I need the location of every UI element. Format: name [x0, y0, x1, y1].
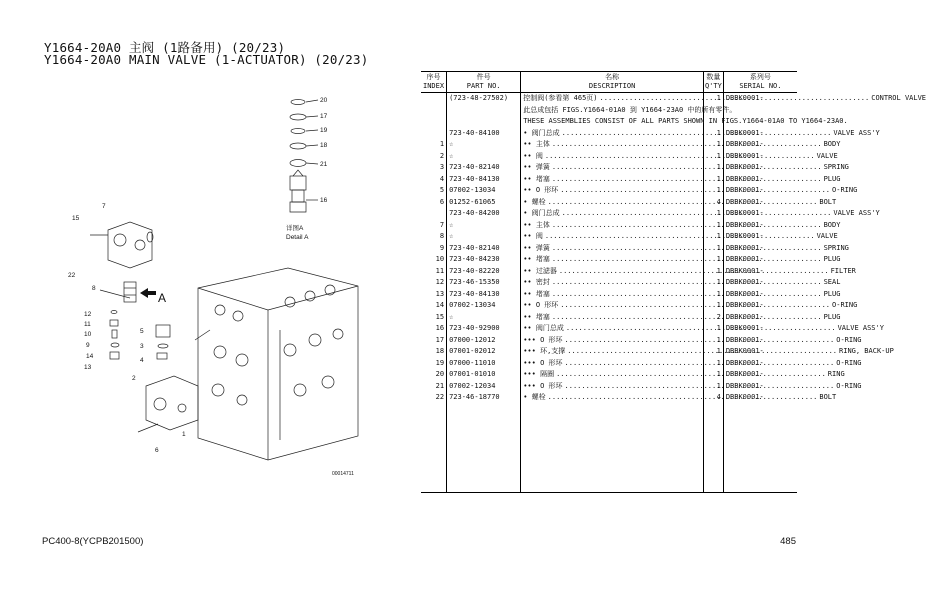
col-header-index: 序号 INDEX	[421, 72, 447, 93]
leader-dots	[565, 358, 835, 370]
table-row	[421, 151, 797, 163]
desc-cn: •• 过滤器	[523, 266, 557, 275]
table-row	[421, 392, 797, 404]
cell-index: 21	[421, 381, 447, 393]
arrow-label: A	[158, 291, 167, 305]
cell-serial: DBBK0001-	[725, 220, 764, 229]
cell-qty: 1	[703, 151, 723, 163]
desc-cn: • 螺栓	[523, 197, 546, 206]
desc-en: PLUG	[823, 312, 841, 321]
exploded-parts-diagram	[60, 90, 390, 480]
leader-dots	[548, 392, 818, 404]
callout-label: 4	[140, 357, 144, 364]
cell-index: 12	[421, 277, 447, 289]
cell-index: 4	[421, 174, 447, 186]
cell-part-no: 07001-01010	[447, 369, 521, 381]
cell-qty: 1	[703, 266, 723, 278]
cell-part-no: 723-40-82220	[447, 266, 521, 278]
cell-index: 18	[421, 346, 447, 358]
cell-part-no	[447, 116, 521, 128]
desc-en: BOLT	[819, 197, 837, 206]
cell-part-no: 07001-02012	[447, 346, 521, 358]
desc-cn: ••• O 形环	[523, 335, 563, 344]
cell-serial: DBBK0001-	[725, 186, 764, 194]
desc-en: O-RING	[832, 301, 858, 309]
table-row	[421, 323, 797, 335]
page-title-cn: Y1664-20A0 主阀 (1路备用) (20/23)	[44, 40, 286, 55]
cell-description: 此总成包括 FIGS.Y1664-01A0 到 Y1664-23A0 中的所有零件。	[521, 105, 704, 117]
cell-index: 10	[421, 254, 447, 266]
cell-index: 15	[421, 312, 447, 324]
callout-label: 15	[72, 215, 80, 222]
desc-cn: •• 堵塞	[523, 289, 550, 298]
callout-label: 17	[320, 113, 328, 120]
col-header-description: 名称 DESCRIPTION	[521, 72, 704, 93]
table-note-row	[421, 105, 797, 117]
table-row	[421, 128, 797, 140]
leader-dots	[552, 289, 822, 301]
cell-qty: 1	[703, 289, 723, 301]
cell-serial: DBBK0001-	[725, 347, 764, 355]
view-arrow-icon	[140, 288, 156, 298]
leader-dots	[560, 185, 830, 197]
cell-index: 7	[421, 220, 447, 232]
page-title-en: Y1664-20A0 MAIN VALVE (1-ACTUATOR) (20/23)	[44, 52, 369, 67]
cell-part-no: 07002-13034	[447, 185, 521, 197]
cell-qty: 1	[703, 300, 723, 312]
detail-a-rings	[290, 100, 318, 167]
desc-cn: • 阀门总成	[523, 209, 560, 217]
cell-qty: 2	[703, 312, 723, 324]
callout-label: 1	[182, 431, 186, 438]
cell-serial: DBBK0001-	[725, 174, 764, 183]
cell-part-no: 07000-11010	[447, 358, 521, 370]
callout-label: 3	[140, 343, 144, 350]
col-header-qty: 数量 Q'TY	[703, 72, 723, 93]
table-row	[421, 93, 797, 105]
cell-index	[421, 208, 447, 220]
desc-cn: •• 阀	[523, 232, 543, 240]
cell-part-no: 723-40-84200	[447, 208, 521, 220]
callout-label: 13	[84, 364, 92, 371]
cell-qty: 1	[703, 346, 723, 358]
table-row	[421, 254, 797, 266]
table-header-row	[421, 72, 797, 93]
cell-serial: DBBK0001-	[725, 289, 764, 298]
leader-dots	[548, 197, 818, 209]
cell-qty: 1	[703, 208, 723, 220]
desc-cn: •• 阀	[523, 151, 543, 160]
cell-qty: 4	[703, 392, 723, 404]
table-row	[421, 231, 797, 243]
leader-dots	[559, 266, 829, 278]
table-row	[421, 346, 797, 358]
cell-qty: 1	[703, 220, 723, 232]
cell-index: 22	[421, 392, 447, 404]
cell-qty: 1	[703, 128, 723, 140]
cell-part-no: ☆	[447, 231, 521, 243]
callout-label: 11	[84, 321, 91, 328]
table-row	[421, 208, 797, 220]
cell-qty: 1	[703, 231, 723, 243]
cell-part-no: 723-40-82140	[447, 243, 521, 255]
desc-cn: ••• 隔圈	[523, 370, 555, 378]
table-row	[421, 174, 797, 186]
desc-en: SPRING	[823, 163, 849, 171]
leader-dots	[552, 243, 822, 255]
leader-dots	[562, 208, 832, 220]
leader-dots	[560, 300, 830, 312]
cell-serial: DBBK0001-	[725, 209, 764, 217]
desc-en: BODY	[823, 220, 841, 229]
leader-dots	[545, 231, 815, 243]
cell-serial: DBBK0001-	[725, 266, 764, 275]
callout-label: 21	[320, 161, 328, 168]
cell-index: 13	[421, 289, 447, 301]
cell-serial: DBBK0001-	[725, 128, 764, 137]
col-header-serial: 系列号 SERIAL NO.	[723, 72, 797, 93]
leader-dots	[552, 277, 822, 289]
cell-serial: DBBK0001-	[725, 381, 764, 390]
desc-cn: •• 弹簧	[523, 163, 550, 171]
cell-index: 9	[421, 243, 447, 255]
cell-part-no: 723-46-15350	[447, 277, 521, 289]
table-row	[421, 335, 797, 347]
detail-label-en: Detail A	[286, 234, 309, 241]
cell-index: 3	[421, 162, 447, 174]
cell-index	[421, 116, 447, 128]
desc-en: VALVE ASS'Y	[833, 128, 880, 137]
desc-en: SPRING	[823, 243, 849, 252]
cell-serial: DBBK0001-	[725, 197, 764, 206]
callout-label: 22	[68, 272, 76, 279]
detail-label-cn: 详图A	[286, 225, 304, 232]
cell-serial: DBBK0001-	[725, 370, 764, 378]
cell-index: 2	[421, 151, 447, 163]
callout-label: 2	[132, 375, 136, 382]
cell-part-no: 07002-12034	[447, 381, 521, 393]
cell-serial: DBBK0001-	[725, 278, 764, 286]
cell-index	[421, 128, 447, 140]
desc-en: PLUG	[823, 255, 841, 263]
desc-en: VALVE	[816, 232, 838, 240]
callout-label: 5	[140, 328, 144, 335]
cell-part-no: 723-40-84130	[447, 174, 521, 186]
cell-serial: DBBK0001-	[725, 301, 764, 309]
cell-qty: 1	[703, 174, 723, 186]
cell-serial: DBBK0001-	[725, 243, 764, 252]
leader-dots	[562, 128, 832, 140]
leader-dots	[567, 346, 837, 358]
cell-serial: DBBK0001-	[725, 324, 764, 332]
cell-part-no: 07000-12012	[447, 335, 521, 347]
leader-dots	[552, 174, 822, 186]
cell-part-no: 01252-61065	[447, 197, 521, 209]
table-row	[421, 139, 797, 151]
desc-cn: •• 主体	[523, 220, 550, 229]
footer-model: PC400-8(YCPB201500)	[42, 536, 144, 547]
leader-dots	[552, 312, 822, 324]
lower-valve-body	[138, 376, 198, 432]
desc-cn: •• O 形环	[523, 301, 559, 309]
cell-qty: 1	[703, 381, 723, 393]
cell-serial: DBBK0001-	[725, 312, 764, 321]
desc-cn: •• 堵塞	[523, 255, 550, 263]
cell-index: 8	[421, 231, 447, 243]
cell-qty: 1	[703, 277, 723, 289]
leader-dots	[566, 323, 836, 335]
table-row	[421, 220, 797, 232]
desc-en: SEAL	[823, 278, 841, 286]
cell-qty: 1	[703, 139, 723, 151]
callout-label: 18	[320, 142, 328, 149]
leader-dots	[565, 335, 835, 347]
leader-dots	[552, 254, 822, 266]
parts-list-table	[421, 71, 926, 493]
cell-part-no: ☆	[447, 151, 521, 163]
desc-cn: •• 密封	[523, 278, 550, 286]
callout-label: 7	[102, 203, 106, 210]
desc-en: PLUG	[823, 289, 841, 298]
desc-en: VALVE ASS'Y	[833, 209, 880, 217]
cell-index: 16	[421, 323, 447, 335]
cell-part-no: 723-40-84230	[447, 254, 521, 266]
desc-en: BOLT	[819, 393, 837, 401]
desc-en: CONTROL VALVE	[871, 94, 926, 102]
table-row	[421, 369, 797, 381]
page-number: 485	[780, 536, 796, 547]
cell-index: 19	[421, 358, 447, 370]
desc-en: VALVE	[816, 151, 838, 160]
table-row	[421, 277, 797, 289]
drawing-number: 00014711	[332, 471, 354, 477]
leader-dots	[552, 139, 822, 151]
desc-en: O-RING	[836, 381, 862, 390]
cell-serial: DBBK0001-	[725, 163, 764, 171]
cell-index: 20	[421, 369, 447, 381]
table-row	[421, 185, 797, 197]
cell-serial: DBBK0001-	[725, 140, 764, 148]
callout-label: 6	[155, 447, 159, 454]
desc-cn: •• 主体	[523, 140, 550, 148]
cell-part-no: 07002-13034	[447, 300, 521, 312]
callout-label: 9	[86, 342, 90, 349]
desc-en: RING, BACK-UP	[839, 347, 894, 355]
callout-label: 12	[84, 311, 92, 318]
desc-en: O-RING	[832, 186, 858, 194]
table-row	[421, 300, 797, 312]
cell-qty: 4	[703, 197, 723, 209]
table-row	[421, 243, 797, 255]
cell-part-no: (723-48-27502)	[447, 93, 521, 105]
desc-en: O-RING	[836, 358, 862, 367]
table-row	[421, 289, 797, 301]
cell-qty: 1	[703, 162, 723, 174]
cell-part-no: 723-40-84130	[447, 289, 521, 301]
cell-index: 1	[421, 139, 447, 151]
cell-part-no: 723-40-84100	[447, 128, 521, 140]
cell-qty: 1	[703, 369, 723, 381]
callout-label: 20	[320, 97, 328, 104]
table-note-row	[421, 116, 797, 128]
cell-serial: DBBK0001-	[725, 393, 764, 401]
desc-en: VALVE ASS'Y	[837, 324, 884, 332]
leader-dots	[552, 220, 822, 232]
desc-cn: •• 阀门总成	[523, 324, 564, 332]
desc-en: FILTER	[830, 266, 856, 275]
cell-description: THESE ASSEMBLIES CONSIST OF ALL PARTS SHOWN IN FIGS.Y1664-01A0 TO Y1664-23A0.	[521, 116, 704, 128]
cell-qty: 1	[703, 93, 723, 105]
cell-serial: DBBK0001-	[725, 151, 764, 160]
callout-label: 14	[86, 353, 94, 360]
table-filler-row	[421, 404, 797, 493]
cell-serial: DBBK0001-	[725, 335, 764, 344]
callout-label: 8	[92, 285, 96, 292]
leader-dots	[552, 162, 822, 174]
cell-part-no: 723-46-18770	[447, 392, 521, 404]
control-valve-block	[195, 268, 358, 460]
cell-index	[421, 105, 447, 117]
table-row	[421, 266, 797, 278]
leader-dots	[565, 381, 835, 393]
cell-qty: 1	[703, 358, 723, 370]
desc-en: BODY	[823, 140, 841, 148]
cell-part-no: ☆	[447, 220, 521, 232]
cell-part-no	[447, 105, 521, 117]
cell-part-no: ☆	[447, 139, 521, 151]
cell-index	[421, 93, 447, 105]
table-row	[421, 381, 797, 393]
desc-en: PLUG	[823, 174, 841, 183]
cell-serial: DBBK0001-	[725, 232, 764, 240]
cell-part-no: 723-40-82140	[447, 162, 521, 174]
desc-cn: •• 堵塞	[523, 312, 550, 321]
cell-index: 11	[421, 266, 447, 278]
callout-label: 10	[84, 331, 92, 338]
leader-dots	[545, 151, 815, 163]
table-row	[421, 162, 797, 174]
cell-serial: DBBK0001-	[725, 94, 764, 102]
desc-cn: ••• 环,支撑	[523, 347, 566, 355]
desc-cn: 控制阀(参看第 465页)	[523, 94, 598, 102]
table-row	[421, 358, 797, 370]
desc-cn: • 螺栓	[523, 393, 546, 401]
desc-cn: ••• O 形环	[523, 358, 563, 367]
detail-a-cartridge	[290, 170, 318, 212]
table-row	[421, 312, 797, 324]
cell-serial: DBBK0001-	[725, 255, 764, 263]
cell-serial: DBBK0001-	[725, 358, 764, 367]
desc-en: O-RING	[836, 335, 862, 344]
table-row	[421, 197, 797, 209]
cell-index: 5	[421, 185, 447, 197]
cell-part-no: 723-40-92900	[447, 323, 521, 335]
desc-cn: ••• O 形环	[523, 381, 563, 390]
cell-qty: 1	[703, 243, 723, 255]
cell-qty: 1	[703, 185, 723, 197]
desc-cn: •• 堵塞	[523, 174, 550, 183]
callout-label: 19	[320, 127, 328, 134]
desc-cn: •• O 形环	[523, 186, 559, 194]
desc-cn: • 阀门总成	[523, 128, 560, 137]
valve-cartridge	[124, 282, 136, 302]
col-header-part-no: 件号 PART NO.	[447, 72, 521, 93]
upper-valve-body	[90, 222, 153, 268]
leader-dots	[556, 369, 826, 381]
cell-qty: 1	[703, 323, 723, 335]
cell-index: 6	[421, 197, 447, 209]
cell-qty: 1	[703, 254, 723, 266]
cell-index: 17	[421, 335, 447, 347]
cell-qty: 1	[703, 335, 723, 347]
desc-cn: •• 弹簧	[523, 243, 550, 252]
cell-part-no: ☆	[447, 312, 521, 324]
desc-en: RING	[827, 370, 845, 378]
callout-label: 16	[320, 197, 328, 204]
cell-index: 14	[421, 300, 447, 312]
